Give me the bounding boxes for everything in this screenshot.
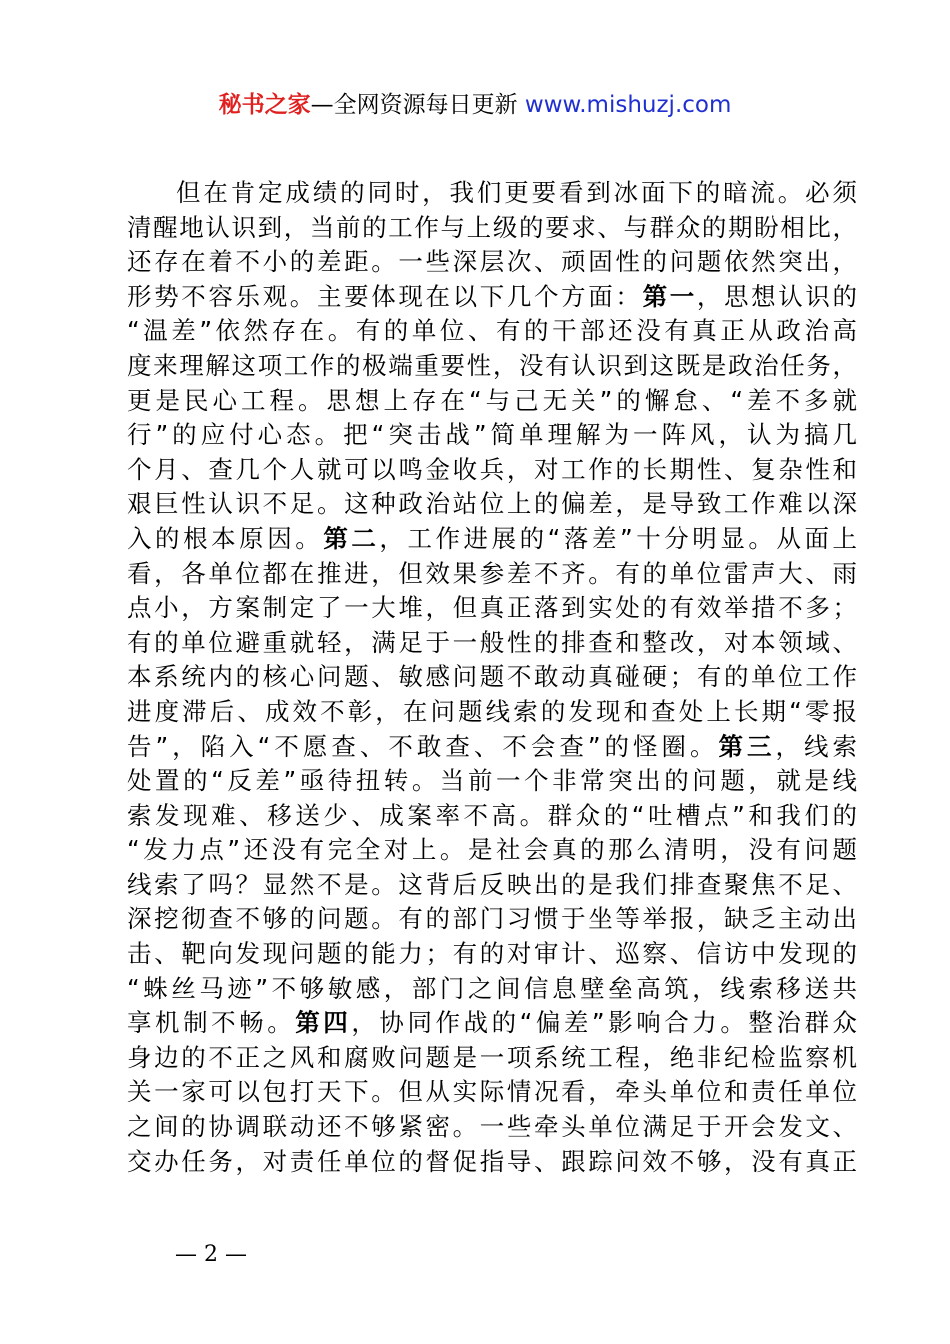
text-line: 清醒地认识到，当前的工作与上级的要求、与群众的期盼相比，	[127, 212, 857, 242]
site-url-link[interactable]: www.mishuzj.com	[524, 92, 732, 118]
text-line: 身边的不正之风和腐败问题是一项系统工程，绝非纪检监察机	[127, 1042, 857, 1072]
text-line: 个月、查几个人就可以鸣金收兵，对工作的长期性、复杂性和	[127, 454, 857, 484]
text-line: “温差”依然存在。有的单位、有的干部还没有真正从政治高	[127, 316, 857, 346]
text-line: 本系统内的核心问题、敏感问题不敢动真碰硬；有的单位工作	[127, 662, 857, 692]
text-line: 度来理解这项工作的极端重要性，没有认识到这既是政治任务，	[127, 350, 857, 380]
page-number: — 2 —	[175, 1242, 247, 1267]
text-line: 点小，方案制定了一大堆，但真正落到实处的有效举措不多；	[127, 593, 857, 623]
text-line: 有的单位避重就轻，满足于一般性的排查和整改，对本领域、	[127, 627, 857, 657]
brand-name: 秘书之家	[218, 92, 311, 118]
bold-marker-third: 第三	[718, 731, 776, 761]
bold-marker-fourth: 第四	[295, 1008, 352, 1038]
bold-marker-first: 第一	[642, 281, 697, 311]
text-line: 交办任务，对责任单位的督促指导、跟踪问效不够，没有真正	[127, 1146, 857, 1176]
text-line: 但在肯定成绩的同时，我们更要看到冰面下的暗流。必须	[176, 178, 857, 207]
document-body	[127, 176, 857, 1179]
text-line: 享机制不畅。第四，协同作战的“偏差”影响合力。整治群众	[127, 1008, 858, 1038]
text-line: 索发现难、移送少、成案率不高。群众的“吐槽点”和我们的	[127, 800, 857, 830]
text-line: “蛛丝马迹”不够敏感，部门之间信息壁垒高筑，线索移送共	[127, 973, 857, 1003]
bold-marker-second: 第二	[323, 523, 380, 553]
text-line: 更是民心工程。思想上存在“与己无关”的懈怠、“差不多就	[127, 385, 857, 415]
text-line: 入的根本原因。第二，工作进展的“落差”十分明显。从面上	[127, 523, 858, 553]
text-line: 处置的“反差”亟待扭转。当前一个非常突出的问题，就是线	[127, 766, 857, 796]
text-line: “发力点”还没有完全对上。是社会真的那么清明，没有问题	[127, 835, 857, 865]
text-line: 关一家可以包打天下。但从实际情况看，牵头单位和责任单位	[127, 1077, 857, 1107]
text-line: 线索了吗？显然不是。这背后反映出的是我们排查聚焦不足、	[127, 869, 857, 899]
text-line: 告”，陷入“不愿查、不敢查、不会查”的怪圈。第三，线索	[127, 731, 858, 761]
text-line: 之间的协调联动还不够紧密。一些牵头单位满足于开会发文、	[127, 1112, 857, 1142]
text-line: 形势不容乐观。主要体现在以下几个方面：第一，思想认识的	[127, 281, 858, 311]
text-line: 击、靶向发现问题的能力；有的对审计、巡察、信访中发现的	[127, 939, 857, 969]
site-header	[0, 88, 950, 122]
text-line: 看，各单位都在推进，但效果参差不齐。有的单位雷声大、雨	[127, 558, 857, 588]
text-line: 深挖彻查不够的问题。有的部门习惯于坐等举报，缺乏主动出	[127, 904, 857, 934]
text-line: 进度滞后、成效不彰，在问题线索的发现和查处上长期“零报	[127, 696, 857, 726]
text-line: 行”的应付心态。把“突击战”简单理解为一阵风，认为搞几	[127, 420, 857, 450]
text-line: 还存在着不小的差距。一些深层次、顽固性的问题依然突出，	[127, 247, 857, 277]
text-line: 艰巨性认识不足。这种政治站位上的偏差，是导致工作难以深	[127, 489, 857, 519]
header-tagline: —全网资源每日更新	[310, 92, 525, 118]
